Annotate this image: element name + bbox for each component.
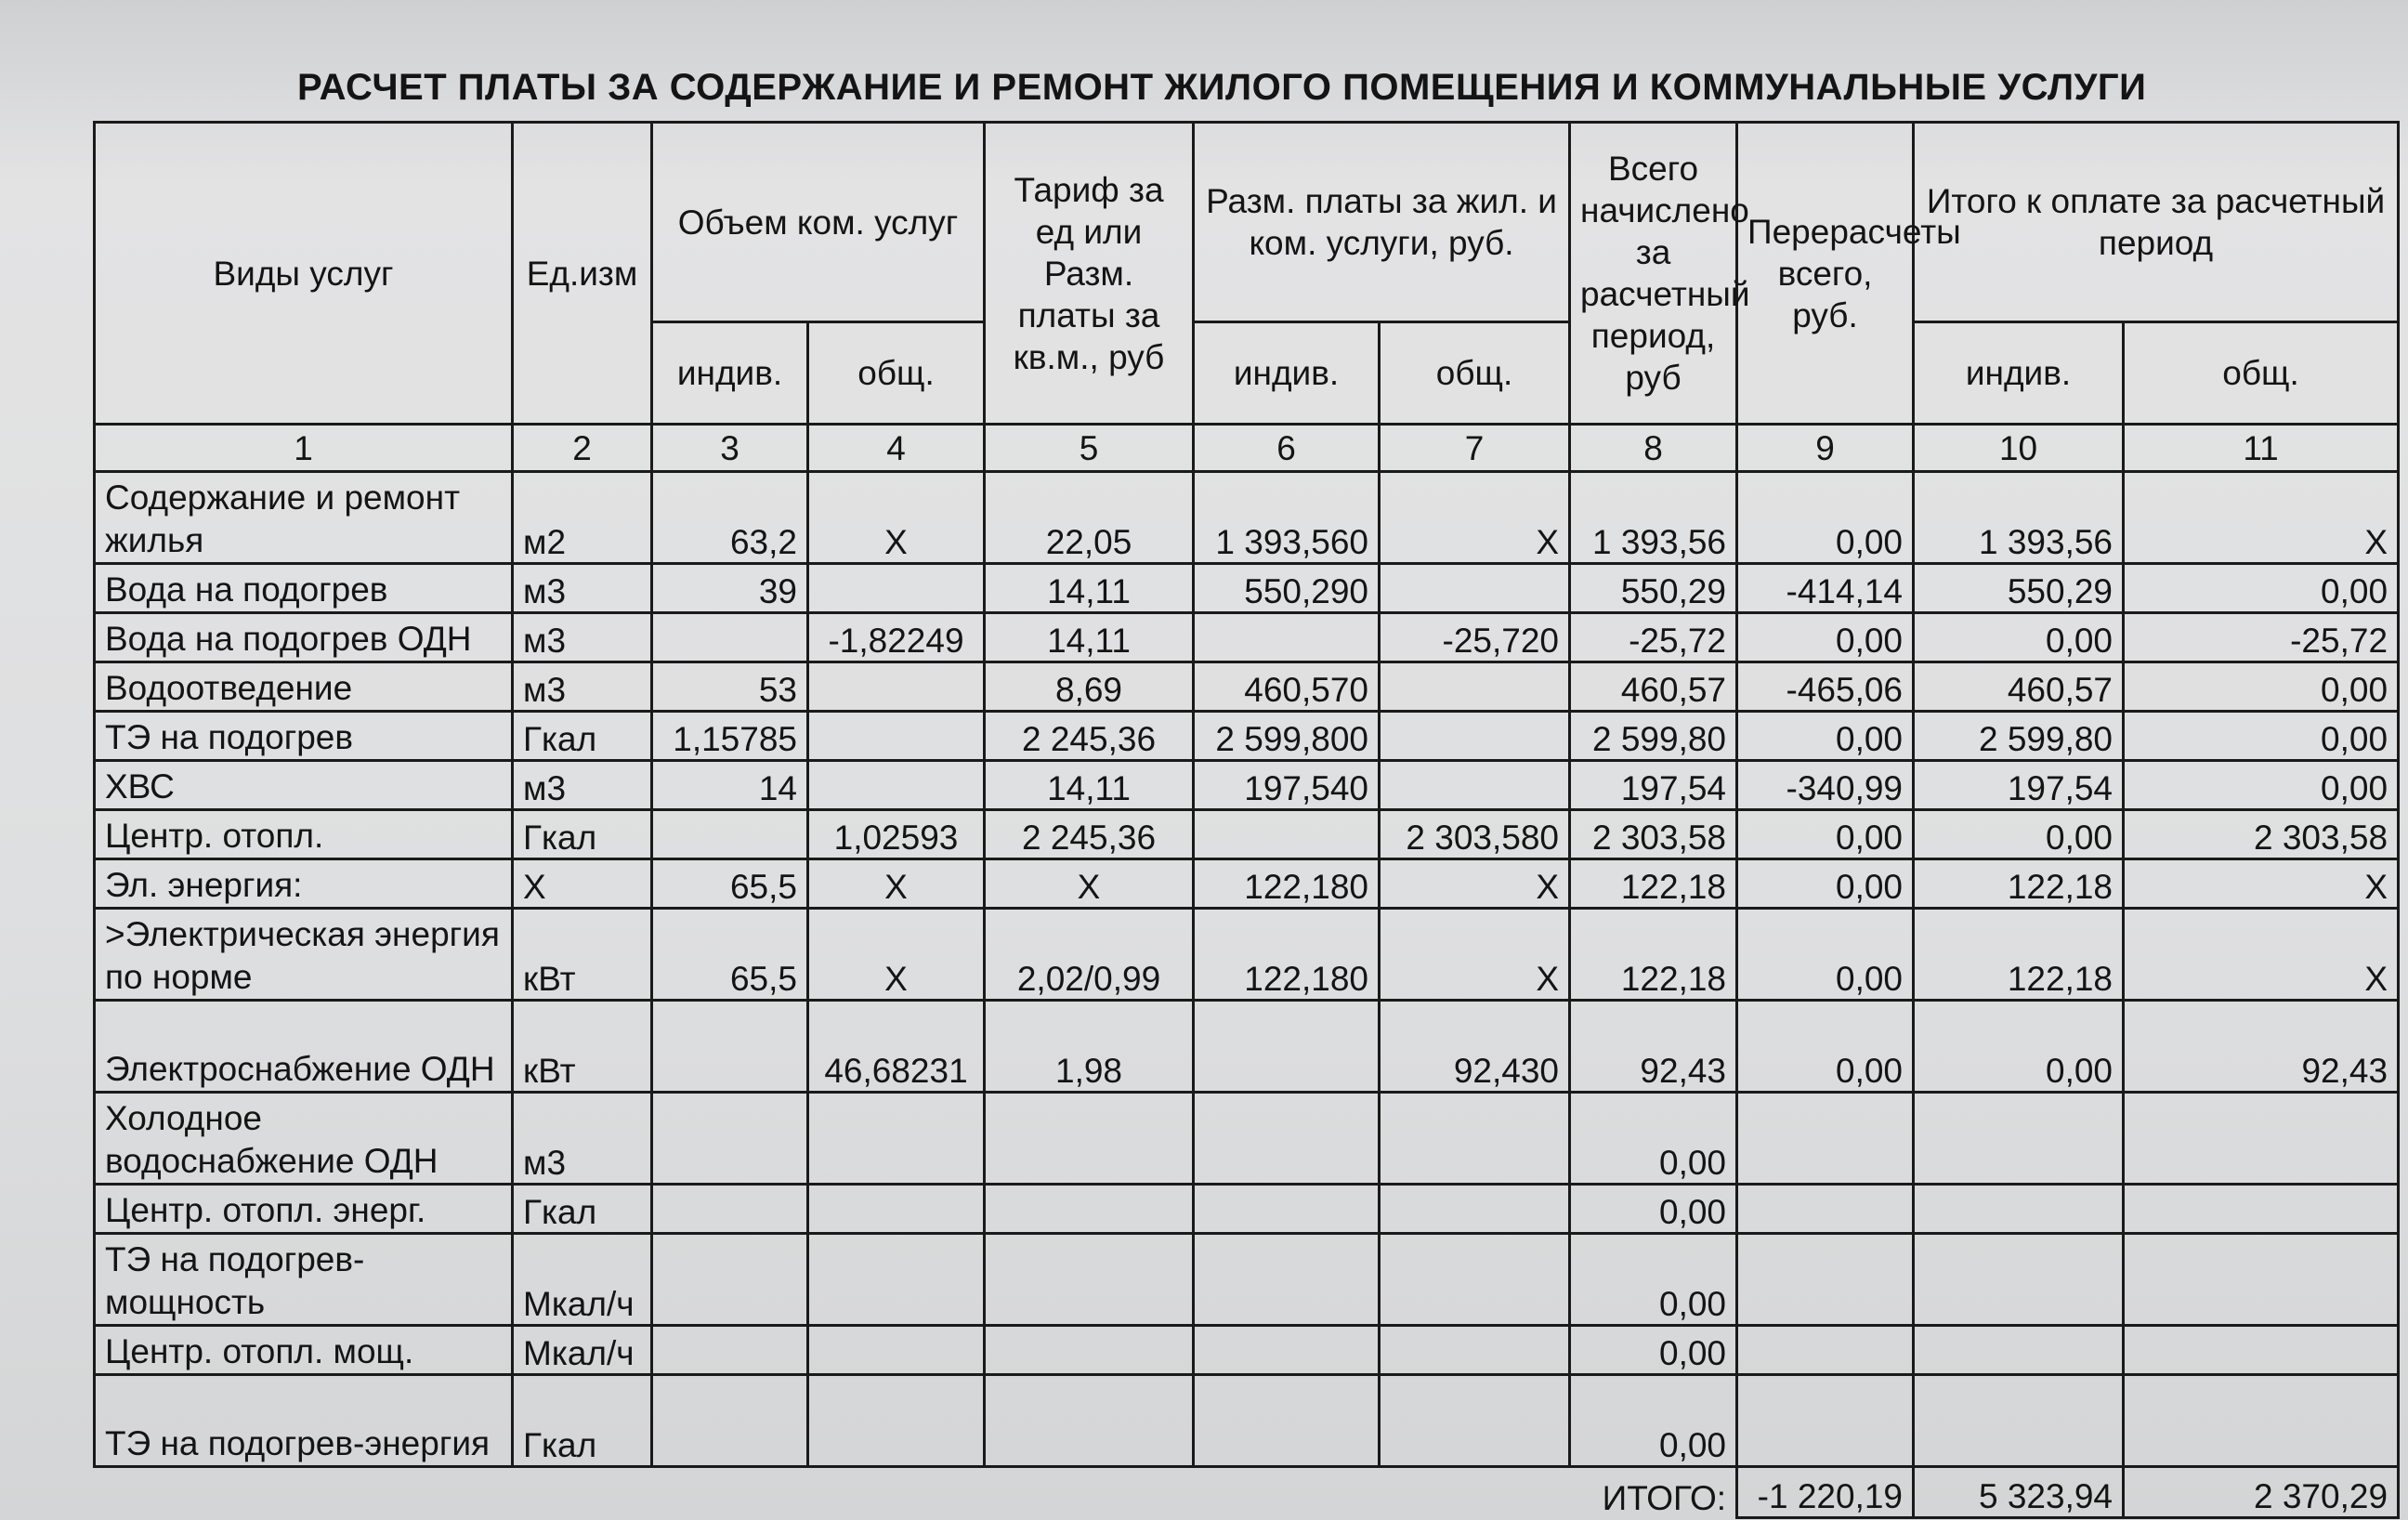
- volume-common-cell: [808, 1326, 985, 1375]
- service-name: ТЭ на подогрев: [95, 712, 513, 761]
- charge-common-cell: -25,720: [1380, 613, 1570, 662]
- charge-indiv-cell: [1194, 1326, 1380, 1375]
- charge-common-cell: [1380, 1093, 1570, 1185]
- table-row: [95, 909, 2399, 1001]
- due-indiv-cell: 197,54: [1914, 761, 2124, 810]
- due-common-cell: 0,00: [2124, 761, 2399, 810]
- volume-common-cell: [808, 1375, 985, 1467]
- tariff-cell: [985, 1326, 1194, 1375]
- recalc-cell: 0,00: [1737, 472, 1914, 564]
- due-common-cell: 2 303,58: [2124, 810, 2399, 859]
- totals-label: ИТОГО:: [1602, 1478, 1727, 1517]
- charge-common-cell: [1380, 1185, 1570, 1234]
- volume-indiv-cell: 65,5: [652, 909, 808, 1001]
- volume-common-cell: [808, 662, 985, 712]
- charge-indiv-cell: 460,570: [1194, 662, 1380, 712]
- due-indiv-cell: 0,00: [1914, 1001, 2124, 1093]
- header-recalc: Перерасчеты всего, руб.: [1737, 123, 1914, 425]
- totals-due-common: 2 370,29: [2124, 1467, 2399, 1518]
- recalc-cell: 0,00: [1737, 810, 1914, 859]
- due-indiv-cell: 2 599,80: [1914, 712, 2124, 761]
- volume-common-cell: 1,02593: [808, 810, 985, 859]
- charge-common-cell: [1380, 564, 1570, 613]
- charge-indiv-cell: 550,290: [1194, 564, 1380, 613]
- table-row: [95, 1326, 2399, 1375]
- tariff-cell: 2 245,36: [985, 712, 1194, 761]
- column-number: 6: [1194, 425, 1380, 472]
- table-row: [95, 1234, 2399, 1326]
- due-indiv-cell: 122,18: [1914, 859, 2124, 909]
- column-number: 5: [985, 425, 1194, 472]
- unit-cell: м2: [513, 472, 652, 564]
- volume-indiv-cell: 39: [652, 564, 808, 613]
- header-volume-indiv: индив.: [652, 322, 808, 425]
- table-row: [95, 662, 2399, 712]
- volume-indiv-cell: [652, 1185, 808, 1234]
- table-row: [95, 761, 2399, 810]
- total-accrued-cell: 197,54: [1570, 761, 1737, 810]
- recalc-cell: 0,00: [1737, 1001, 1914, 1093]
- service-name: Вода на подогрев: [95, 564, 513, 613]
- header-unit: Ед.изм: [513, 123, 652, 425]
- due-common-cell: 92,43: [2124, 1001, 2399, 1093]
- recalc-cell: 0,00: [1737, 859, 1914, 909]
- due-indiv-cell: 550,29: [1914, 564, 2124, 613]
- tariff-cell: 22,05: [985, 472, 1194, 564]
- header-charge-common: общ.: [1380, 322, 1570, 425]
- charge-indiv-cell: [1194, 810, 1380, 859]
- charge-common-cell: 2 303,580: [1380, 810, 1570, 859]
- volume-common-cell: Х: [808, 909, 985, 1001]
- volume-indiv-cell: [652, 1093, 808, 1185]
- total-accrued-cell: 0,00: [1570, 1375, 1737, 1467]
- total-accrued-cell: 2 599,80: [1570, 712, 1737, 761]
- service-name: Электроснабжение ОДН: [95, 1001, 513, 1093]
- due-indiv-cell: [1914, 1234, 2124, 1326]
- charge-common-cell: Х: [1380, 859, 1570, 909]
- header-total-accrued: Всего начислено за расчетный период, руб: [1570, 123, 1737, 425]
- volume-indiv-cell: 53: [652, 662, 808, 712]
- unit-cell: м3: [513, 564, 652, 613]
- due-indiv-cell: [1914, 1185, 2124, 1234]
- recalc-cell: [1737, 1375, 1914, 1467]
- total-accrued-cell: 92,43: [1570, 1001, 1737, 1093]
- volume-common-cell: Х: [808, 472, 985, 564]
- due-common-cell: [2124, 1093, 2399, 1185]
- due-indiv-cell: [1914, 1326, 2124, 1375]
- service-name: Содержание и ремонт жилья: [95, 472, 513, 564]
- tariff-cell: [985, 1234, 1194, 1326]
- header-due-indiv: индив.: [1914, 322, 2124, 425]
- header-volume-common: общ.: [808, 322, 985, 425]
- charge-indiv-cell: [1194, 1093, 1380, 1185]
- unit-cell: м3: [513, 662, 652, 712]
- tariff-cell: [985, 1093, 1194, 1185]
- tariff-cell: [985, 1375, 1194, 1467]
- due-common-cell: 0,00: [2124, 712, 2399, 761]
- unit-cell: кВт: [513, 1001, 652, 1093]
- header-tariff: Тариф за ед или Разм. платы за кв.м., руб: [985, 123, 1194, 425]
- column-number: 7: [1380, 425, 1570, 472]
- volume-indiv-cell: [652, 810, 808, 859]
- due-indiv-cell: 1 393,56: [1914, 472, 2124, 564]
- charge-common-cell: Х: [1380, 909, 1570, 1001]
- total-accrued-cell: 2 303,58: [1570, 810, 1737, 859]
- volume-common-cell: 46,68231: [808, 1001, 985, 1093]
- tariff-cell: 14,11: [985, 564, 1194, 613]
- header-to-pay: Итого к оплате за расчетный период: [1914, 123, 2399, 322]
- volume-indiv-cell: 14: [652, 761, 808, 810]
- total-accrued-cell: 0,00: [1570, 1234, 1737, 1326]
- tariff-cell: 8,69: [985, 662, 1194, 712]
- column-number: 3: [652, 425, 808, 472]
- due-common-cell: [2124, 1234, 2399, 1326]
- column-number: 10: [1914, 425, 2124, 472]
- total-accrued-cell: 0,00: [1570, 1093, 1737, 1185]
- recalc-cell: -465,06: [1737, 662, 1914, 712]
- unit-cell: Гкал: [513, 1375, 652, 1467]
- due-common-cell: [2124, 1375, 2399, 1467]
- due-common-cell: -25,72: [2124, 613, 2399, 662]
- recalc-cell: [1737, 1185, 1914, 1234]
- volume-common-cell: [808, 1093, 985, 1185]
- charge-indiv-cell: [1194, 613, 1380, 662]
- charge-indiv-cell: 1 393,560: [1194, 472, 1380, 564]
- service-name: >Электрическая энергия по норме: [95, 909, 513, 1001]
- charge-common-cell: [1380, 1234, 1570, 1326]
- tariff-cell: 14,11: [985, 761, 1194, 810]
- total-accrued-cell: 1 393,56: [1570, 472, 1737, 564]
- service-name: Холодное водоснабжение ОДН: [95, 1093, 513, 1185]
- table-row: [95, 1001, 2399, 1093]
- table-row: [95, 564, 2399, 613]
- charge-common-cell: [1380, 712, 1570, 761]
- service-name: Вода на подогрев ОДН: [95, 613, 513, 662]
- due-common-cell: Х: [2124, 859, 2399, 909]
- column-number: 9: [1737, 425, 1914, 472]
- tariff-cell: 2,02/0,99: [985, 909, 1194, 1001]
- document-title: РАСЧЕТ ПЛАТЫ ЗА СОДЕРЖАНИЕ И РЕМОНТ ЖИЛОГО ПОМЕЩЕНИЯ И КОММУНАЛЬНЫЕ УСЛУГИ: [297, 67, 2147, 108]
- due-indiv-cell: 0,00: [1914, 810, 2124, 859]
- due-common-cell: Х: [2124, 909, 2399, 1001]
- charge-indiv-cell: 2 599,800: [1194, 712, 1380, 761]
- totals-due-indiv: 5 323,94: [1914, 1467, 2124, 1518]
- due-common-cell: 0,00: [2124, 564, 2399, 613]
- table-row: [95, 810, 2399, 859]
- charge-indiv-cell: [1194, 1185, 1380, 1234]
- service-name: Центр. отопл. энерг.: [95, 1185, 513, 1234]
- recalc-cell: -414,14: [1737, 564, 1914, 613]
- service-name: Центр. отопл. мощ.: [95, 1326, 513, 1375]
- due-common-cell: Х: [2124, 472, 2399, 564]
- charge-common-cell: [1380, 1375, 1570, 1467]
- header-volume: Объем ком. услуг: [652, 123, 985, 322]
- total-accrued-cell: 0,00: [1570, 1185, 1737, 1234]
- charge-indiv-cell: [1194, 1001, 1380, 1093]
- volume-common-cell: [808, 564, 985, 613]
- total-accrued-cell: 460,57: [1570, 662, 1737, 712]
- recalc-cell: [1737, 1093, 1914, 1185]
- unit-cell: Гкал: [513, 712, 652, 761]
- due-common-cell: [2124, 1185, 2399, 1234]
- unit-cell: м3: [513, 613, 652, 662]
- charge-indiv-cell: [1194, 1375, 1380, 1467]
- volume-common-cell: -1,82249: [808, 613, 985, 662]
- tariff-cell: 14,11: [985, 613, 1194, 662]
- service-name: ТЭ на подогрев-энергия: [95, 1375, 513, 1467]
- volume-indiv-cell: [652, 1234, 808, 1326]
- due-indiv-cell: [1914, 1375, 2124, 1467]
- tariff-cell: Х: [985, 859, 1194, 909]
- volume-common-cell: [808, 712, 985, 761]
- table-row: [95, 613, 2399, 662]
- table-row: [95, 1093, 2399, 1185]
- unit-cell: Х: [513, 859, 652, 909]
- recalc-cell: 0,00: [1737, 909, 1914, 1001]
- recalc-cell: [1737, 1234, 1914, 1326]
- unit-cell: Гкал: [513, 810, 652, 859]
- unit-cell: Мкал/ч: [513, 1234, 652, 1326]
- tariff-cell: [985, 1185, 1194, 1234]
- volume-common-cell: Х: [808, 859, 985, 909]
- charge-indiv-cell: 122,180: [1194, 859, 1380, 909]
- header-charge-indiv: индив.: [1194, 322, 1380, 425]
- volume-indiv-cell: [652, 613, 808, 662]
- tariff-cell: 2 245,36: [985, 810, 1194, 859]
- column-number: 4: [808, 425, 985, 472]
- unit-cell: м3: [513, 761, 652, 810]
- column-number: 11: [2124, 425, 2399, 472]
- column-number: 8: [1570, 425, 1737, 472]
- table-row: [95, 1375, 2399, 1467]
- due-indiv-cell: 122,18: [1914, 909, 2124, 1001]
- recalc-cell: [1737, 1326, 1914, 1375]
- charge-common-cell: 92,430: [1380, 1001, 1570, 1093]
- header-charge: Разм. платы за жил. и ком. услуги, руб.: [1194, 123, 1570, 322]
- recalc-cell: 0,00: [1737, 712, 1914, 761]
- service-name: Центр. отопл.: [95, 810, 513, 859]
- volume-indiv-cell: [652, 1001, 808, 1093]
- due-common-cell: [2124, 1326, 2399, 1375]
- unit-cell: кВт: [513, 909, 652, 1001]
- table-row: [95, 1185, 2399, 1234]
- column-number: 1: [95, 425, 513, 472]
- volume-indiv-cell: 65,5: [652, 859, 808, 909]
- total-accrued-cell: -25,72: [1570, 613, 1737, 662]
- volume-indiv-cell: [652, 1375, 808, 1467]
- volume-indiv-cell: [652, 1326, 808, 1375]
- service-name: Эл. энергия:: [95, 859, 513, 909]
- due-indiv-cell: 0,00: [1914, 613, 2124, 662]
- service-name: ТЭ на подогрев-мощность: [95, 1234, 513, 1326]
- totals-row: [95, 1467, 2399, 1518]
- charge-indiv-cell: 122,180: [1194, 909, 1380, 1001]
- volume-indiv-cell: 1,15785: [652, 712, 808, 761]
- service-name: ХВС: [95, 761, 513, 810]
- unit-cell: м3: [513, 1093, 652, 1185]
- table-row: [95, 859, 2399, 909]
- total-accrued-cell: 122,18: [1570, 909, 1737, 1001]
- due-common-cell: 0,00: [2124, 662, 2399, 712]
- totals-recalc: -1 220,19: [1737, 1467, 1914, 1518]
- service-name: Водоотведение: [95, 662, 513, 712]
- charge-common-cell: [1380, 1326, 1570, 1375]
- charge-indiv-cell: 197,540: [1194, 761, 1380, 810]
- unit-cell: Мкал/ч: [513, 1326, 652, 1375]
- header-service: Виды услуг: [95, 123, 513, 425]
- total-accrued-cell: 122,18: [1570, 859, 1737, 909]
- charge-indiv-cell: [1194, 1234, 1380, 1326]
- volume-common-cell: [808, 761, 985, 810]
- recalc-cell: -340,99: [1737, 761, 1914, 810]
- volume-indiv-cell: 63,2: [652, 472, 808, 564]
- due-indiv-cell: 460,57: [1914, 662, 2124, 712]
- table-row: [95, 472, 2399, 564]
- total-accrued-cell: 0,00: [1570, 1326, 1737, 1375]
- charge-common-cell: [1380, 761, 1570, 810]
- billing-table: [93, 121, 2400, 1519]
- unit-cell: Гкал: [513, 1185, 652, 1234]
- charge-common-cell: [1380, 662, 1570, 712]
- total-accrued-cell: 550,29: [1570, 564, 1737, 613]
- header-due-common: общ.: [2124, 322, 2399, 425]
- recalc-cell: 0,00: [1737, 613, 1914, 662]
- charge-common-cell: Х: [1380, 472, 1570, 564]
- table-row: [95, 712, 2399, 761]
- tariff-cell: 1,98: [985, 1001, 1194, 1093]
- volume-common-cell: [808, 1185, 985, 1234]
- volume-common-cell: [808, 1234, 985, 1326]
- column-number: 2: [513, 425, 652, 472]
- due-indiv-cell: [1914, 1093, 2124, 1185]
